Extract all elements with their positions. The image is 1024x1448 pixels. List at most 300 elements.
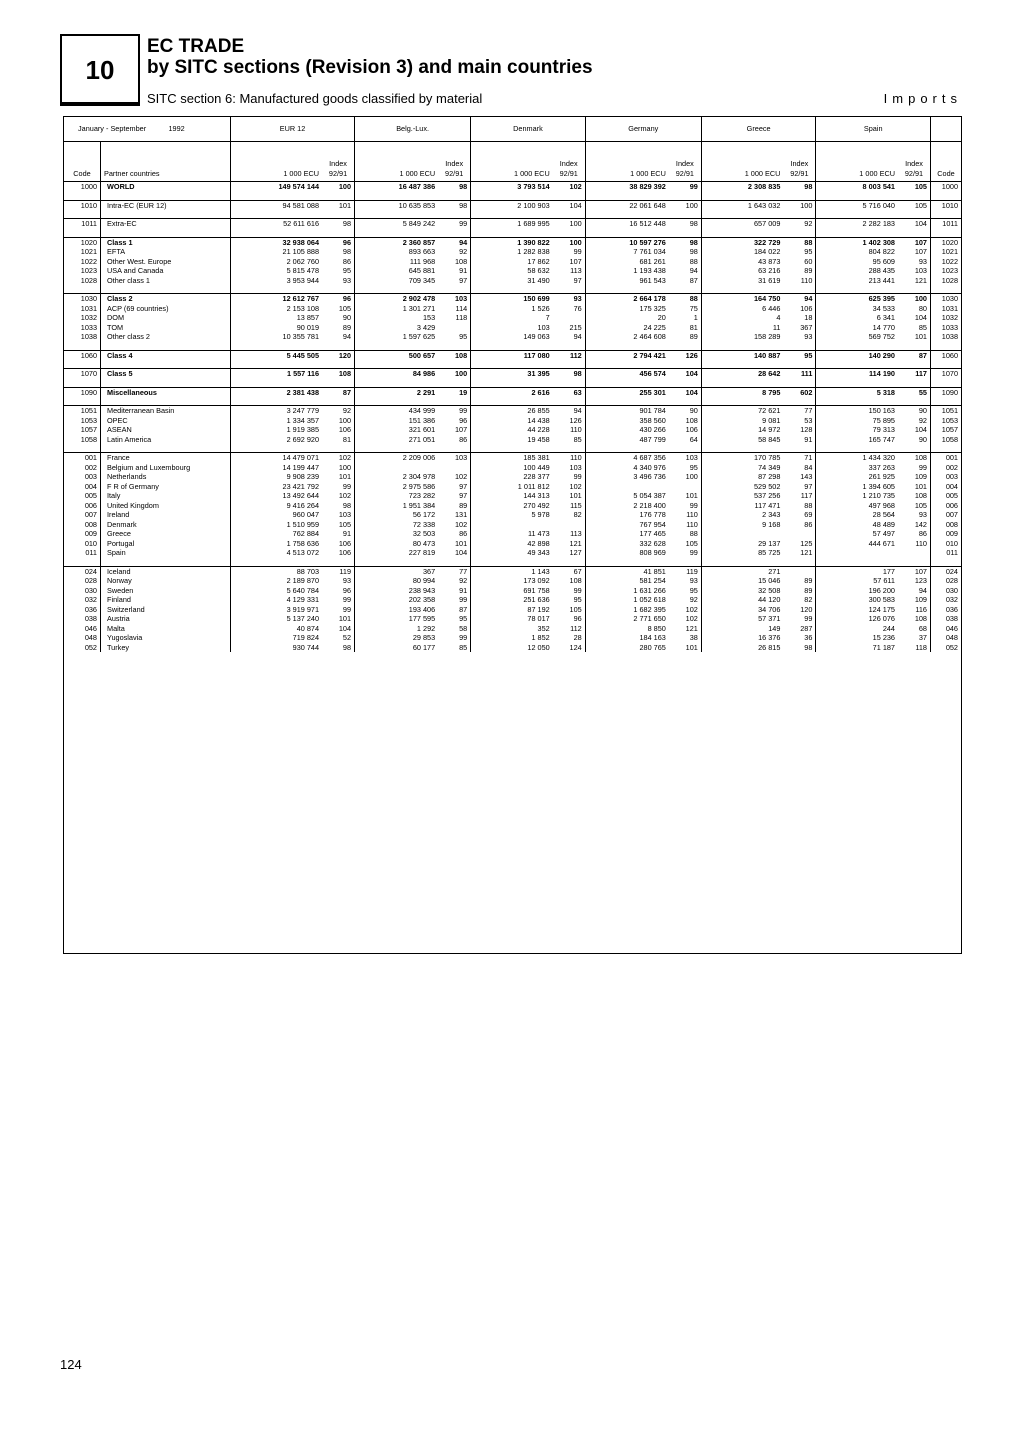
index-cell: 99 [553,472,586,482]
value-cell: 1 334 357 [286,415,320,425]
row-partner: Norway [101,576,231,586]
value-cell: 14 199 447 [282,462,320,472]
row-separator [64,379,961,388]
index-cell: 99 [322,605,355,615]
row-separator [64,229,961,238]
index-cell: 108 [898,614,931,624]
index-cell [553,520,586,530]
index-header: Index 92/91 [438,142,471,182]
index-cell: 99 [553,586,586,596]
index-cell: 86 [783,520,816,530]
row-partner: ASEAN [101,425,231,435]
trade-table-frame [63,116,962,954]
index-cell: 99 [438,219,471,229]
partner-header: Partner countries [101,142,231,182]
value-cell: 352 [537,623,550,633]
index-cell: 126 [669,350,702,360]
value-cell: 4 [776,313,781,322]
value-cell: 100 449 [523,462,550,472]
trade-table [64,117,961,652]
row-code: 1058 [64,435,101,445]
index-cell: 102 [669,614,702,624]
row-partner: Greece [101,529,231,539]
value-cell: 5 815 478 [286,266,320,275]
value-cell: 5 978 [531,510,550,519]
value-cell: 280 765 [639,642,666,652]
value-cell: 165 747 [868,434,895,444]
value-cell: 2 381 438 [286,387,320,397]
index-cell: 63 [553,387,586,397]
table-row [64,453,961,463]
table-group-header [64,117,961,142]
row-code-right: 032 [931,595,962,605]
value-cell: 80 473 [412,538,436,548]
index-cell: 119 [322,566,355,576]
index-cell: 99 [438,633,471,643]
group-header: Belg.-Lux. [355,117,471,142]
value-cell: 2 464 608 [633,332,666,341]
section-subtitle: SITC section 6: Manufactured goods classified by material [147,91,483,106]
index-cell: 93 [783,332,816,342]
index-header: Index 92/91 [669,142,702,182]
table-row [64,332,961,342]
value-cell: 15 046 [758,576,781,585]
index-cell: 97 [438,491,471,501]
value-cell [585,482,669,492]
index-cell: 101 [322,200,355,210]
value-cell [471,520,553,530]
row-separator [64,192,961,201]
row-code-right: 006 [931,501,962,511]
row-separator [64,342,961,351]
table-row [64,294,961,304]
index-cell: 58 [438,624,471,634]
index-cell: 98 [553,369,586,379]
table-row [64,463,961,473]
value-cell: 238 943 [408,585,436,595]
index-cell: 99 [898,463,931,473]
row-code-right: 001 [931,453,962,463]
value-cell: 4 129 331 [286,595,320,604]
value-header: 1 000 ECU [701,142,783,182]
index-cell: 105 [322,304,355,314]
index-cell: 80 [898,304,931,314]
index-cell: 106 [669,425,702,435]
index-cell: 95 [438,332,471,342]
table-row [64,406,961,416]
value-cell: 32 938 064 [282,237,320,247]
row-code: 009 [64,529,101,539]
value-cell: 1 052 618 [633,595,666,604]
index-cell: 89 [783,586,816,596]
value-cell: 1 292 [416,623,436,633]
value-cell: 177 595 [408,614,436,623]
value-cell: 3 953 944 [286,275,320,285]
value-cell: 26 855 [527,406,550,415]
row-code-right: 1070 [931,369,962,379]
value-cell: 2 794 421 [633,350,666,360]
index-cell: 86 [438,435,471,445]
page-number: 124 [60,1357,82,1372]
table-row [64,520,961,530]
index-cell: 117 [898,369,931,379]
row-code-right: 003 [931,472,962,482]
value-cell: 14 972 [758,425,781,434]
value-cell: 5 445 505 [286,350,320,360]
index-cell: 81 [669,323,702,333]
value-cell: 31 395 [527,369,550,378]
index-cell: 60 [783,257,816,267]
value-cell: 126 076 [868,614,895,623]
index-cell: 89 [669,332,702,342]
row-partner: Denmark [101,520,231,530]
value-cell: 85 725 [758,548,781,557]
value-cell: 337 263 [868,462,895,472]
row-code: 052 [64,643,101,653]
index-cell: 99 [553,247,586,257]
index-cell: 121 [669,624,702,634]
index-cell: 100 [553,237,586,247]
value-cell: 5 318 [876,387,895,397]
value-cell: 270 492 [523,500,550,510]
title-line-2: by SITC sections (Revision 3) and main countries [147,57,593,78]
index-cell: 95 [322,266,355,276]
value-cell: 88 703 [296,566,320,576]
value-cell: 150 699 [523,294,550,303]
value-cell: 184 022 [754,247,781,256]
value-cell: 497 968 [868,500,895,510]
table-row [64,566,961,576]
table-row [64,200,961,210]
value-cell: 170 785 [754,453,781,462]
index-cell: 99 [322,595,355,605]
value-cell: 723 282 [408,491,436,500]
value-cell: 227 819 [408,548,436,557]
index-cell: 108 [322,369,355,379]
row-code: 011 [64,548,101,558]
row-code: 008 [64,520,101,530]
index-cell: 94 [322,332,355,342]
index-cell: 85 [438,643,471,653]
index-cell: 100 [322,182,355,192]
value-cell: 2 692 920 [286,434,320,444]
table-body [64,182,961,653]
index-cell: 99 [669,182,702,192]
table-row [64,425,961,435]
value-cell: 8 850 [647,623,666,633]
index-cell: 107 [438,425,471,435]
index-cell: 18 [783,313,816,323]
row-code: 005 [64,491,101,501]
index-cell: 105 [898,200,931,210]
table-row [64,624,961,634]
index-cell: 127 [553,548,586,558]
index-cell: 103 [553,463,586,473]
table-row [64,350,961,360]
value-cell: 358 560 [639,415,666,425]
row-partner: Belgium and Luxembourg [101,463,231,473]
value-cell: 6 341 [876,313,895,322]
value-cell: 28 564 [872,510,895,519]
value-cell: 22 061 648 [629,200,666,210]
value-cell: 14 479 071 [282,453,320,462]
row-code: 038 [64,614,101,624]
group-header: Greece [701,117,816,142]
row-partner: ACP (69 countries) [101,304,231,314]
index-cell: 112 [553,624,586,634]
value-cell: 40 874 [296,623,320,633]
row-partner: Iceland [101,566,231,576]
index-cell: 101 [322,472,355,482]
index-cell: 90 [322,313,355,323]
value-cell: 271 [768,566,781,576]
row-code: 004 [64,482,101,492]
value-cell: 625 395 [868,294,895,303]
value-header: 1 000 ECU [816,142,898,182]
index-cell: 97 [783,482,816,492]
row-code-right: 1020 [931,237,962,247]
row-code-right: 1033 [931,323,962,333]
row-partner: Latin America [101,435,231,445]
row-partner: WORLD [101,182,231,192]
row-code: 001 [64,453,101,463]
index-cell: 36 [783,633,816,643]
value-cell: 3 247 779 [286,406,320,415]
row-partner: Sweden [101,586,231,596]
index-cell: 88 [669,257,702,267]
row-code: 1023 [64,266,101,276]
value-cell: 13 492 644 [282,491,320,500]
row-code-right: 1038 [931,332,962,342]
group-header: Germany [585,117,701,142]
index-cell: 104 [898,313,931,323]
index-cell: 110 [553,453,586,463]
value-cell: 657 009 [754,219,781,228]
index-cell: 95 [783,350,816,360]
value-cell: 16 376 [758,633,781,642]
value-cell: 8 795 [762,387,781,397]
value-cell: 213 441 [868,275,895,285]
value-cell: 43 873 [758,256,781,266]
table-row [64,482,961,492]
value-cell: 456 574 [639,369,666,378]
index-cell: 121 [898,276,931,286]
table-row [64,633,961,643]
index-cell: 1 [669,313,702,323]
row-code-right: 038 [931,614,962,624]
index-cell: 105 [322,520,355,530]
table-row [64,643,961,653]
index-cell: 19 [438,387,471,397]
row-code: 1010 [64,200,101,210]
value-cell: 1 919 385 [286,425,320,434]
value-cell: 2 189 870 [286,576,320,585]
value-cell: 569 752 [868,332,895,341]
value-cell: 2 975 586 [402,481,436,491]
index-cell: 105 [898,501,931,511]
value-cell: 960 047 [292,510,320,519]
value-cell: 581 254 [639,576,666,585]
value-cell: 31 490 [527,275,550,285]
value-cell: 1 526 [531,303,550,313]
index-cell: 89 [438,501,471,511]
value-cell: 288 435 [868,266,895,275]
value-cell: 177 [882,566,895,576]
value-cell: 56 172 [412,510,436,519]
value-cell: 95 609 [872,256,895,266]
index-cell: 88 [783,501,816,511]
value-cell: 158 289 [754,332,781,341]
index-cell: 86 [322,257,355,267]
index-cell: 102 [553,182,586,192]
row-code: 006 [64,501,101,511]
index-cell: 91 [438,266,471,276]
value-header: 1 000 ECU [355,142,439,182]
value-cell: 9 416 264 [286,500,320,510]
index-cell [438,463,471,473]
value-cell: 11 [772,322,781,332]
row-partner: EFTA [101,247,231,257]
title-line-1: EC TRADE [147,36,245,57]
row-code: 002 [64,463,101,473]
value-cell: 117 080 [523,350,550,360]
index-cell: 82 [783,595,816,605]
row-code-right: 1028 [931,276,962,286]
index-cell: 105 [553,605,586,615]
row-code: 1031 [64,304,101,314]
value-cell: 529 502 [754,481,781,491]
table-row [64,595,961,605]
index-header: Index 92/91 [553,142,586,182]
row-code: 1021 [64,247,101,257]
group-header: Denmark [471,117,586,142]
index-cell: 52 [322,633,355,643]
index-cell [898,548,931,558]
value-cell: 28 642 [758,369,781,378]
index-cell: 109 [898,472,931,482]
row-code-right: 1058 [931,435,962,445]
row-partner: F R of Germany [101,482,231,492]
table-row [64,510,961,520]
index-cell: 98 [322,501,355,511]
row-code-right: 1011 [931,219,962,229]
value-cell: 1 402 308 [862,237,895,247]
index-cell: 99 [438,406,471,416]
index-cell [438,323,471,333]
index-cell: 98 [322,219,355,229]
index-cell: 103 [438,453,471,463]
value-cell: 1 193 438 [633,266,666,275]
value-cell: 87 298 [758,472,781,481]
index-cell [669,482,702,492]
index-cell: 94 [438,237,471,247]
value-cell: 144 313 [523,491,550,500]
index-cell: 86 [898,529,931,539]
row-partner: Mediterranean Basin [101,406,231,416]
index-cell: 90 [898,435,931,445]
table-row [64,605,961,615]
index-cell: 92 [438,247,471,257]
table-row [64,182,961,192]
row-partner: Portugal [101,539,231,549]
index-cell: 121 [553,539,586,549]
value-cell: 430 266 [639,425,666,434]
index-cell: 84 [783,463,816,473]
index-cell: 98 [783,182,816,192]
value-cell: 34 533 [872,303,895,313]
index-cell: 103 [898,266,931,276]
value-cell: 196 200 [868,585,895,595]
table-row [64,586,961,596]
index-cell: 69 [783,510,816,520]
index-cell: 71 [783,453,816,463]
value-cell: 12 050 [527,642,550,652]
value-cell: 1 643 032 [747,200,781,210]
row-code: 030 [64,586,101,596]
chapter-number: 10 [85,54,115,85]
table-row [64,491,961,501]
row-partner: Intra-EC (EUR 12) [101,200,231,210]
document-title [147,36,593,78]
row-separator [64,360,961,369]
index-cell: 104 [669,369,702,379]
value-cell: 487 799 [639,434,666,444]
value-cell: 261 925 [868,472,895,481]
value-cell: 4 340 976 [633,462,666,472]
value-cell: 2 100 903 [517,200,550,210]
value-cell: 5 640 784 [286,585,320,595]
value-cell: 57 497 [872,529,895,538]
value-cell: 10 597 276 [629,237,666,247]
index-cell: 108 [898,453,931,463]
index-cell: 143 [783,472,816,482]
value-cell: 8 003 541 [862,182,895,191]
row-code-right: 007 [931,510,962,520]
value-cell: 14 770 [872,322,895,332]
index-cell: 119 [669,566,702,576]
table-row [64,529,961,539]
index-cell: 106 [322,548,355,558]
index-cell: 90 [898,406,931,416]
index-cell: 87 [669,276,702,286]
index-cell [553,313,586,323]
value-cell: 29 137 [758,538,781,548]
value-cell: 1 852 [531,633,550,642]
row-code-right: 1031 [931,304,962,314]
chapter-number-box [60,34,140,106]
index-cell: 110 [669,510,702,520]
row-code: 028 [64,576,101,586]
table-row [64,472,961,482]
index-cell: 89 [783,576,816,586]
row-partner: Switzerland [101,605,231,615]
value-cell: 2 360 857 [402,237,436,247]
value-cell: 444 671 [868,538,895,548]
value-cell: 2 153 108 [286,303,320,313]
index-cell: 94 [553,332,586,342]
value-cell: 2 218 400 [633,500,666,510]
row-code-right: 024 [931,566,962,576]
value-cell: 44 120 [758,595,781,604]
index-cell: 107 [898,566,931,576]
row-code-right: 1000 [931,182,962,192]
row-partner: Turkey [101,643,231,653]
table-row [64,323,961,333]
row-partner: United Kingdom [101,501,231,511]
index-cell: 95 [669,463,702,473]
index-cell: 101 [669,643,702,653]
index-cell: 100 [322,416,355,426]
